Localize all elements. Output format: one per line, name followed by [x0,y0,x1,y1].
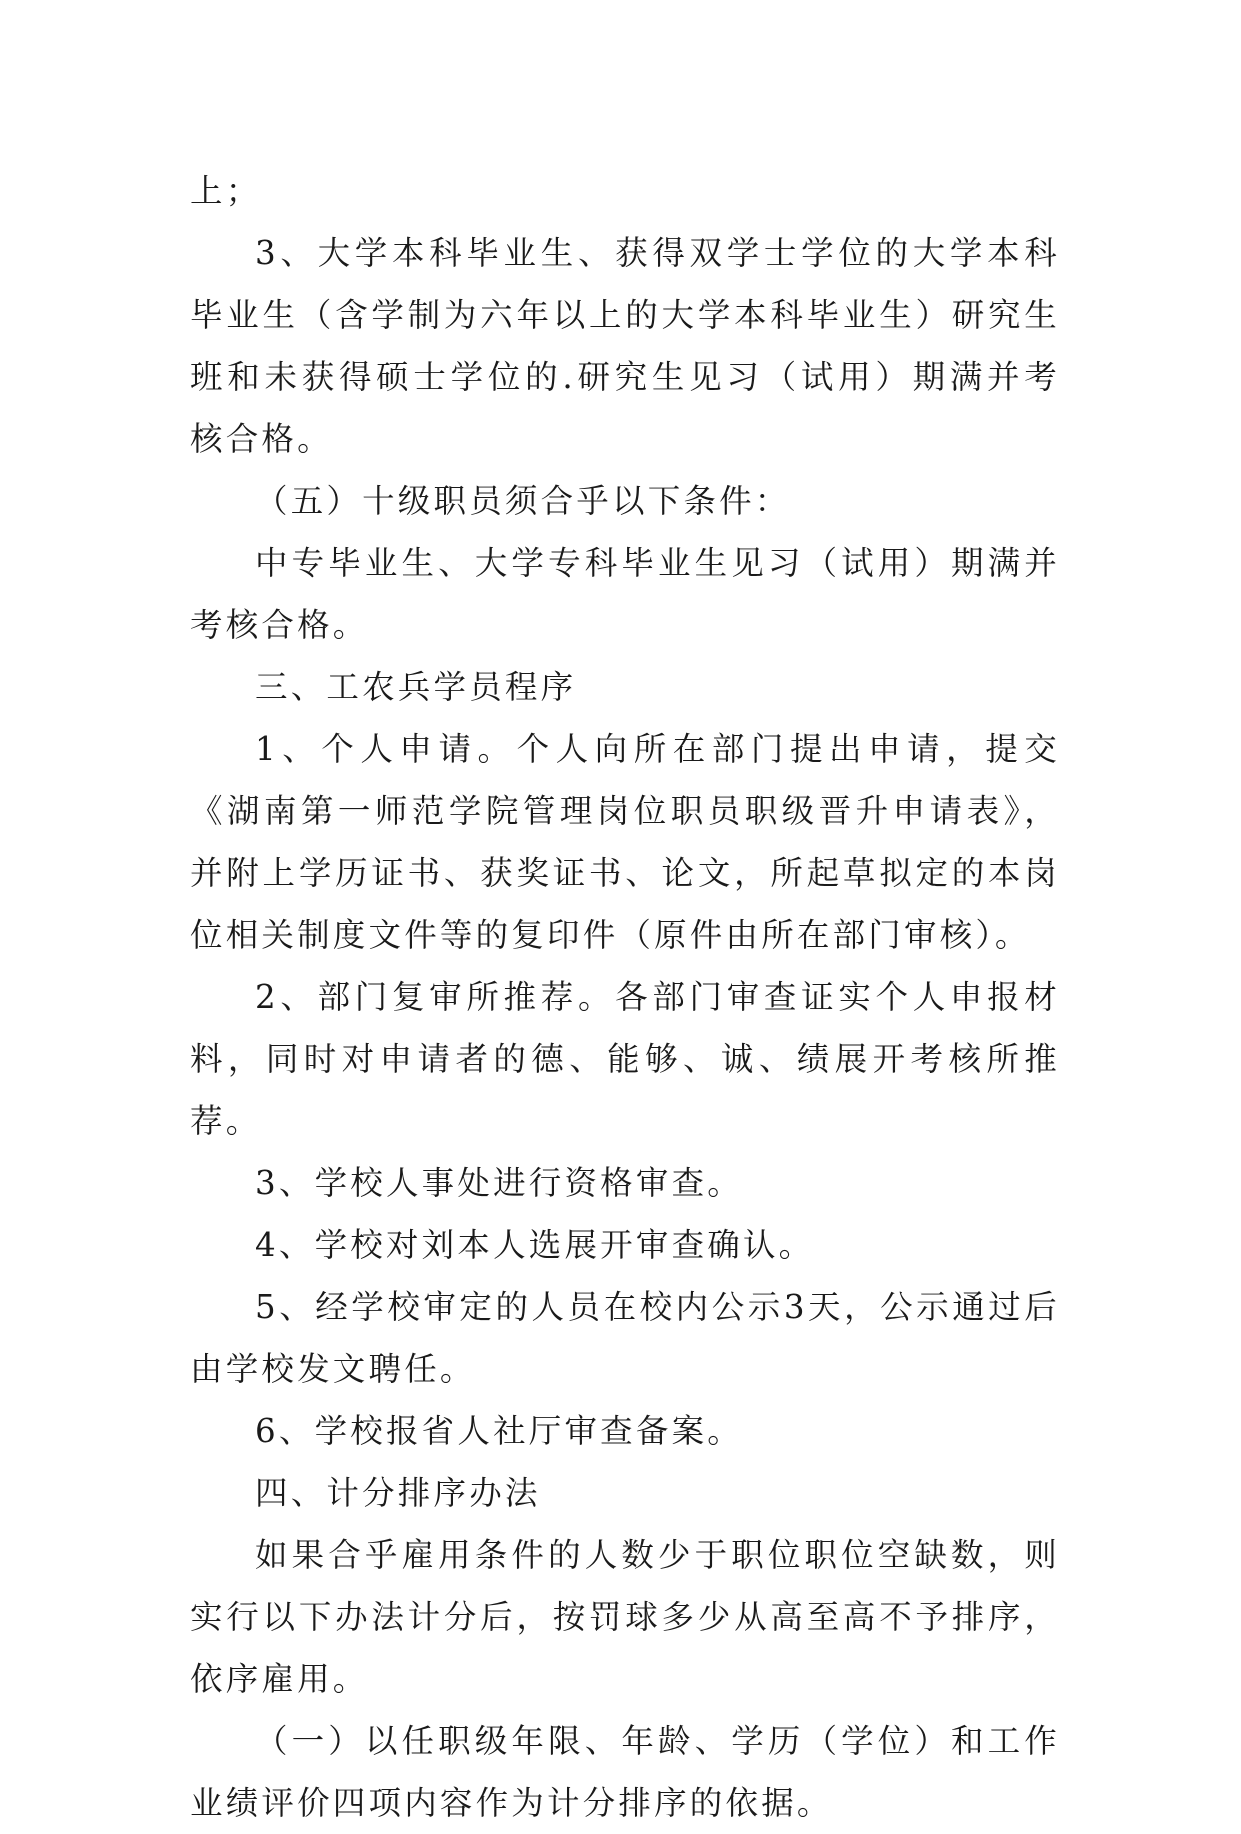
paragraph-step-6: 6、学校报省人社厅审查备案。 [255,1412,743,1450]
paragraph-item-3-graduates: 3、大学本科毕业生、获得双学士学位的大学本科毕业生（含学制为六年以上的大学本科毕业生）研究生班和未获得硕士学位的.研究生见习（试用）期满并考核合格。 [190,234,1060,458]
document-page [190,160,1060,1834]
paragraph-level-10-condition: 中专毕业生、大学专科毕业生见习（试用）期满并考核合格。 [190,544,1060,644]
paragraph-step-5: 5、经学校审定的人员在校内公示3天，公示通过后由学校发文聘任。 [190,1288,1060,1388]
paragraph-step-2: 2、部门复审所推荐。各部门审查证实个人申报材料，同时对申请者的德、能够、诚、绩展开考核所推荐。 [190,978,1060,1140]
paragraph-step-4: 4、学校对刘本人选展开审查确认。 [255,1226,815,1264]
paragraph-heading-level-10: （五）十级职员须合乎以下条件： [255,482,791,520]
paragraph-step-1: 1、个人申请。个人向所在部门提出申请，提交《湖南第一师范学院管理岗位职员职级晋升申请表》，并附上学历证书、获奖证书、论文，所起草拟定的本岗位相关制度文件等的复印件（原件由所在部门审核）。 [190,730,1060,954]
section-heading-scoring: 四、计分排序办法 [255,1474,541,1512]
paragraph-scoring-rule: 如果合乎雇用条件的人数少于职位职位空缺数，则实行以下办法计分后，按罚球多少从高至高不予排序，依序雇用。 [190,1536,1060,1698]
section-heading-procedure: 三、工农兵学员程序 [255,668,577,706]
paragraph-scoring-basis: （一）以任职级年限、年龄、学历（学位）和工作业绩评价四项内容作为计分排序的依据。 [190,1722,1060,1822]
paragraph-continuation: 上； [190,172,262,210]
paragraph-step-3: 3、学校人事处进行资格审查。 [255,1164,743,1202]
